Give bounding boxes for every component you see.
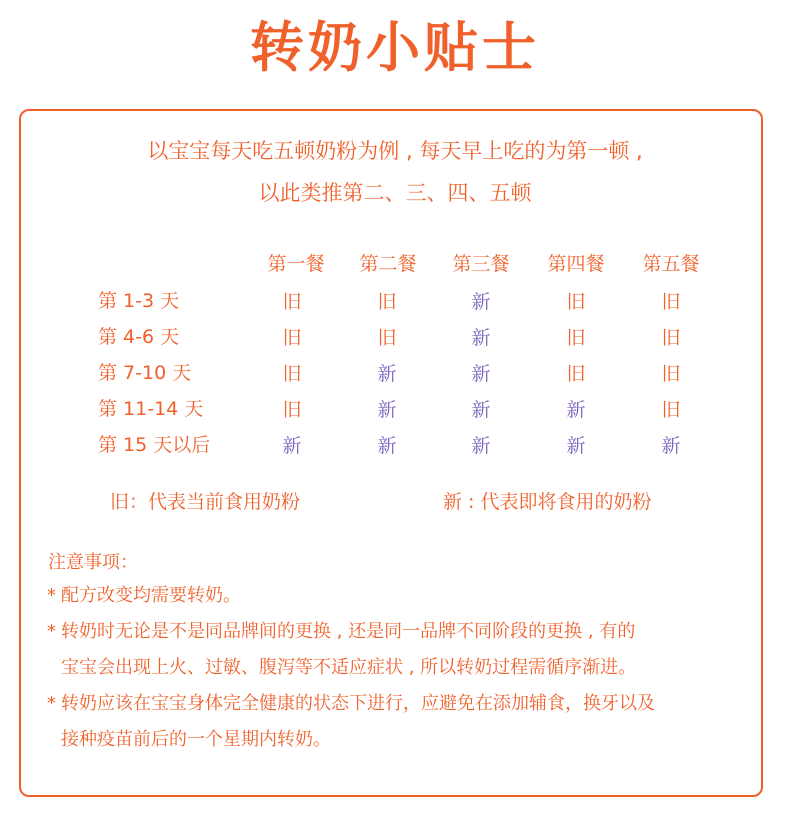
header-meal-5: 第五餐 bbox=[642, 253, 700, 275]
note-text-continued: 接种疫苗前后的一个星期内转奶。 bbox=[61, 729, 331, 750]
note-bullet: * bbox=[47, 621, 56, 642]
header-meal-2: 第二餐 bbox=[359, 253, 417, 275]
table-cell: 旧 bbox=[282, 363, 302, 385]
row-label: 第 15 天以后 bbox=[98, 434, 211, 456]
table-cell: 新 bbox=[471, 399, 491, 421]
table-cell: 新 bbox=[377, 363, 397, 385]
note-item bbox=[47, 614, 757, 686]
table-cell: 新 bbox=[282, 435, 302, 457]
table-cell: 旧 bbox=[566, 363, 586, 385]
legend-old: 旧：代表当前食用奶粉 bbox=[110, 491, 301, 513]
note-text-continued: 宝宝会出现上火、过敏、腹泻等不适应症状 , 所以转奶过程需循序渐进。 bbox=[61, 657, 637, 678]
header-meal-3: 第三餐 bbox=[452, 253, 510, 275]
table-cell: 旧 bbox=[377, 327, 397, 349]
row-label: 第 11-14 天 bbox=[98, 398, 204, 420]
table-cell: 旧 bbox=[566, 327, 586, 349]
note-text: 转奶时无论是不是同品牌间的更换 , 还是同一品牌不同阶段的更换 , 有的 bbox=[61, 621, 636, 642]
page-title: 转奶小贴士 bbox=[250, 16, 540, 79]
legend-new: 新 : 代表即将食用的奶粉 bbox=[443, 491, 652, 513]
table-cell: 旧 bbox=[282, 399, 302, 421]
table-cell: 旧 bbox=[661, 327, 681, 349]
row-label: 第 4-6 天 bbox=[98, 326, 180, 348]
table-cell: 旧 bbox=[661, 363, 681, 385]
table-cell: 新 bbox=[566, 399, 586, 421]
row-label: 第 7-10 天 bbox=[98, 362, 192, 384]
table-cell: 旧 bbox=[282, 291, 302, 313]
table-cell: 旧 bbox=[377, 291, 397, 313]
header-meal-4: 第四餐 bbox=[547, 253, 605, 275]
table-cell: 新 bbox=[471, 327, 491, 349]
note-text: 配方改变均需要转奶。 bbox=[61, 585, 241, 606]
row-label: 第 1-3 天 bbox=[98, 290, 180, 312]
table-cell: 旧 bbox=[661, 291, 681, 313]
table-cell: 旧 bbox=[282, 327, 302, 349]
note-item bbox=[47, 686, 757, 758]
table-cell: 新 bbox=[661, 435, 681, 457]
table-cell: 新 bbox=[377, 435, 397, 457]
table-cell: 旧 bbox=[661, 399, 681, 421]
table-cell: 新 bbox=[471, 435, 491, 457]
header-meal-1: 第一餐 bbox=[267, 253, 325, 275]
note-item bbox=[47, 578, 757, 614]
note-bullet: * bbox=[47, 585, 56, 606]
intro-line-2: 以此类推第二、三、四、五顿 bbox=[258, 181, 532, 205]
notes-title: 注意事项： bbox=[48, 552, 138, 573]
note-bullet: * bbox=[47, 693, 56, 714]
table-cell: 新 bbox=[377, 399, 397, 421]
table-cell: 新 bbox=[471, 363, 491, 385]
table-cell: 新 bbox=[566, 435, 586, 457]
table-cell: 旧 bbox=[566, 291, 586, 313]
intro-line-1: 以宝宝每天吃五顿奶粉为例 , 每天早上吃的为第一顿 , bbox=[147, 139, 643, 163]
note-text: 转奶应该在宝宝身体完全健康的状态下进行，应避免在添加辅食，换牙以及 bbox=[61, 693, 655, 714]
table-cell: 新 bbox=[471, 291, 491, 313]
